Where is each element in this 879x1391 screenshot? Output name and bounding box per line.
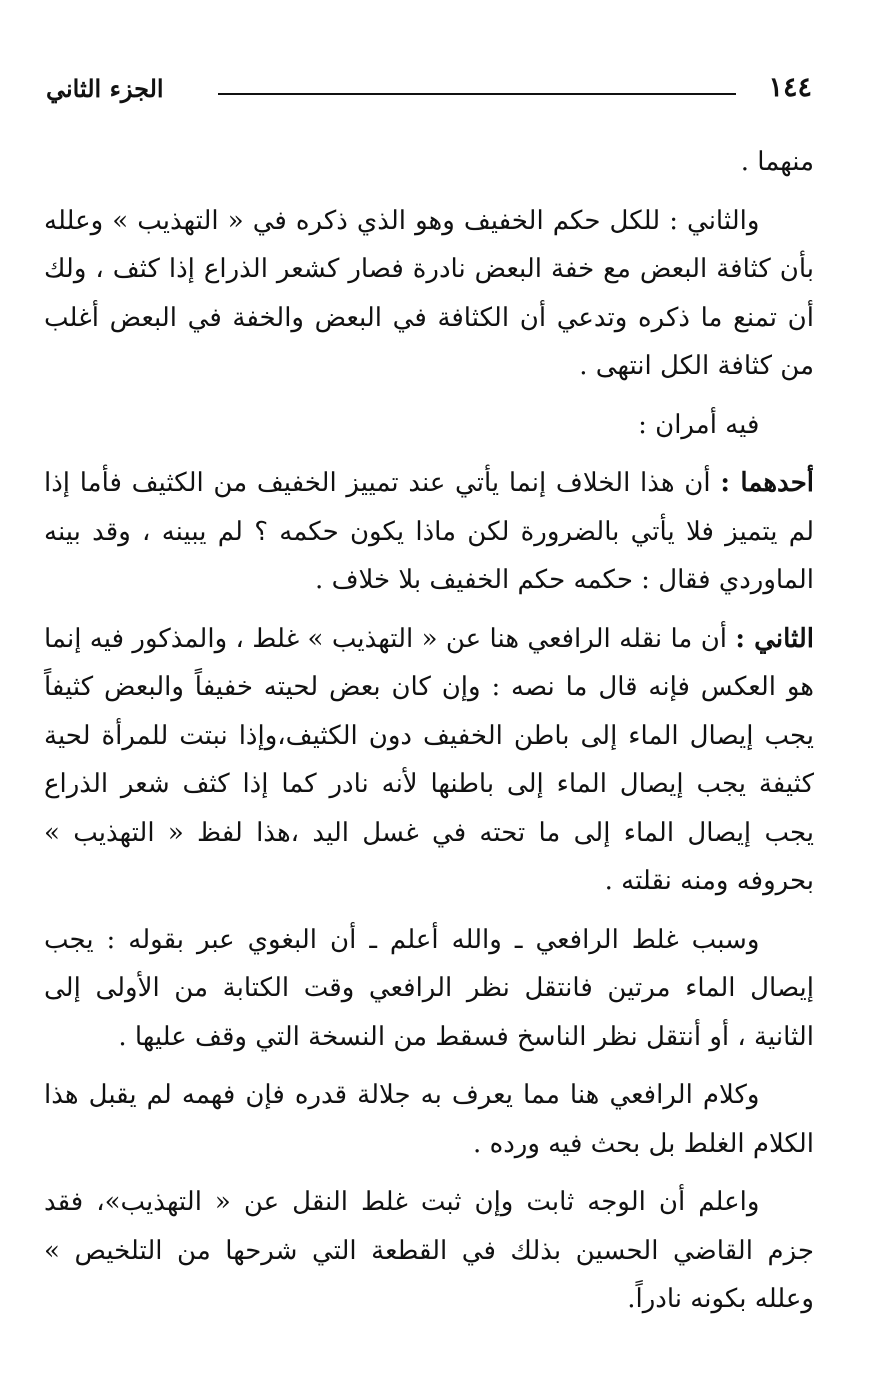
paragraph-text: وكلام الرافعي هنا مما يعرف به جلالة قدره فإن فهمه لم يقبل هذا الكلام الغلط بل بحث فيه ورده . [44, 1080, 814, 1159]
paragraph-text: وسبب غلط الرافعي ـ والله أعلم ـ أن البغوي عبر بقوله : يجب إيصال الماء مرتين فانتقل نظر الرافعي وقت الكتابة من الأولى إلى الثانية ، أو أنتقل نظر الناسخ فسقط من النسخة التي وقف عليها . [44, 924, 814, 1052]
paragraph [44, 1071, 814, 1168]
paragraph-text: والثاني : للكل حكم الخفيف وهو الذي ذكره في « التهذيب » وعلله بأن كثافة البعض مع خفة البعض نادرة فصار كشعر الذراع إذا كثف ، ولك أن تمنع ما ذكره وتدعي أن الكثافة في البعض والخفة في البعض أغلب من كثافة الكل انتهى . [44, 205, 814, 381]
header-rule [218, 93, 736, 95]
paragraph-lead-term: الثاني : [735, 623, 814, 654]
running-head: الجزء الثاني [46, 74, 164, 103]
paragraph-text: فيه أمران : [638, 409, 760, 440]
page-header [40, 66, 820, 112]
body-text [44, 138, 814, 1324]
paragraph-text: منهما . [740, 147, 814, 177]
paragraph [44, 401, 814, 450]
paragraph [44, 459, 814, 605]
paragraph-text: أن ما نقله الرافعي هنا عن « التهذيب » غلط ، والمذكور فيه إنما هو العكس فإنه قال ما نصه : وإن كان بعض لحيته خفيفاً والبعض كثيفاً يجب إيصال الماء إلى باطن الخفيف دون الكثيف،وإذا نبتت للمرأة لحية كثيفة يجب إيصال الماء إلى باطنها لأنه نادر كما إذا كثف شعر الذراع يجب إيصال الماء إلى ما تحته في غسل اليد ،هذا لفظ « التهذيب » بحروفه ومنه نقلته . [44, 623, 814, 896]
paragraph [44, 615, 814, 906]
paragraph [44, 197, 814, 391]
paragraph [44, 916, 814, 1062]
paragraph [44, 1178, 814, 1324]
paragraph-text: أن هذا الخلاف إنما يأتي عند تمييز الخفيف من الكثيف فأما إذا لم يتميز فلا يأتي بالضرورة لكن ماذا يكون حكمه ؟ لم يبينه ، وقد بينه الماوردي فقال : حكمه حكم الخفيف بلا خلاف . [44, 468, 814, 595]
page-number: ١٤٤ [768, 72, 812, 103]
paragraph-text: واعلم أن الوجه ثابت وإن ثبت غلط النقل عن « التهذيب»، فقد جزم القاضي الحسين بذلك في القطعة التي شرحها من التلخيص » وعلله بكونه نادراً. [44, 1187, 814, 1314]
paragraph-lead-term: أحدهما : [720, 468, 814, 498]
paragraph-continuation [44, 138, 814, 187]
